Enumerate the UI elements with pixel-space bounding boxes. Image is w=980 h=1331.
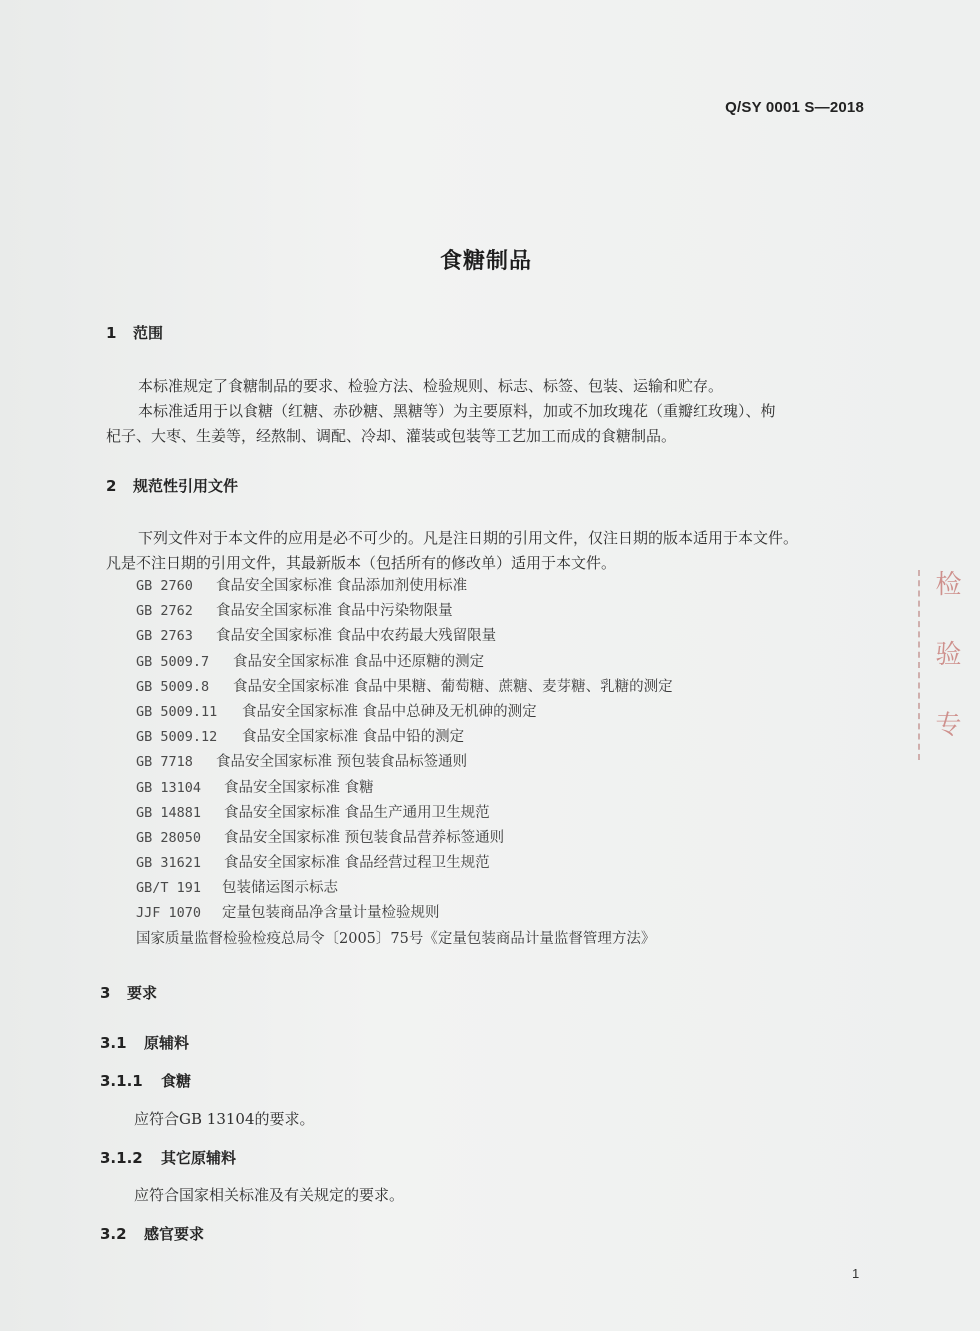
reference-code: GB 2763 [136,628,193,645]
normative-references-intro-line-1: 下列文件对于本文件的应用是必不可少的。凡是注日期的引用文件，仅注日期的版本适用于本文件。 [138,529,799,547]
reference-item [136,624,673,649]
reference-title: 食品安全国家标准 食糖 [224,779,374,796]
reference-item [136,776,673,801]
section-title: 感官要求 [144,1225,205,1243]
section-title: 要求 [127,984,158,1002]
reference-code: JJF 1070 [136,905,202,922]
reference-title: 食品安全国家标准 食品中污染物限量 [216,603,453,620]
section-title: 其它原辅料 [161,1149,237,1167]
reference-code: GB 31621 [136,855,202,872]
reference-title: 食品安全国家标准 食品中总砷及无机砷的测定 [242,703,537,720]
reference-code: GB 2760 [136,578,193,594]
section-number: 3.1.2 [100,1149,143,1167]
section-3-1-2-heading [100,1147,236,1168]
section-number: 1 [106,324,117,342]
reference-title: 定量包装商品净含量计量检验规则 [222,905,440,922]
reference-item [136,876,673,901]
section-number: 3 [100,984,111,1002]
reference-title: 食品安全国家标准 预包装食品标签通则 [216,754,468,771]
section-title: 范围 [133,324,164,342]
reference-title: 食品安全国家标准 食品中铅的测定 [242,729,465,746]
seal-text: 检 验 专 [931,570,961,755]
section-2-heading [106,475,238,496]
reference-item [136,901,673,926]
normative-references-intro-line-2: 凡是不注日期的引用文件，其最新版本（包括所有的修改单）适用于本文件。 [106,554,617,572]
reference-code: GB 5009.8 [136,678,210,695]
reference-item [136,826,673,851]
reference-code: GB/T 191 [136,880,202,897]
reference-code: GB 7718 [136,754,193,771]
reference-item [136,675,673,700]
page-number: 1 [852,1266,860,1281]
section-title: 原辅料 [144,1034,190,1052]
reference-item [136,574,673,599]
section-title: 食糖 [161,1072,192,1090]
reference-title: 国家质量监督检验检疫总局令〔2005〕75号《定量包装商品计量监督管理方法》 [136,930,656,947]
reference-item [136,927,673,952]
section-3-1-2-text: 应符合国家相关标准及有关规定的要求。 [134,1186,405,1204]
document-title: 食糖制品 [439,249,532,274]
reference-item [136,801,673,826]
reference-title: 食品安全国家标准 食品添加剂使用标准 [216,578,468,594]
scope-paragraph-2-line-2: 杞子、大枣、生姜等，经熬制、调配、冷却、灌装或包装等工艺加工而成的食糖制品。 [106,427,677,445]
section-3-1-1-text: 应符合GB 13104的要求。 [134,1110,315,1128]
reference-code: GB 28050 [136,829,202,846]
section-number: 3.1.1 [100,1072,143,1090]
reference-title: 食品安全国家标准 预包装食品营养标签通则 [224,829,505,846]
inspection-seal-stamp [918,570,980,760]
reference-title: 食品安全国家标准 食品中农药最大残留限量 [216,628,497,645]
reference-title: 食品安全国家标准 食品中果糖、葡萄糖、蔗糖、麦芽糖、乳糖的测定 [233,678,673,695]
reference-title: 食品安全国家标准 食品生产通用卫生规范 [224,804,490,821]
reference-code: GB 5009.12 [136,729,218,746]
section-number: 3.1 [100,1034,127,1052]
reference-item [136,851,673,876]
section-3-1-heading [100,1032,189,1053]
reference-code: GB 5009.7 [136,653,210,670]
reference-item [136,750,673,775]
reference-item [136,599,673,624]
section-number: 2 [106,477,117,495]
reference-title: 食品安全国家标准 食品经营过程卫生规范 [224,855,490,872]
scope-paragraph-2-line-1: 本标准适用于以食糖（红糖、赤砂糖、黑糖等）为主要原料，加或不加玫瑰花（重瓣红玫瑰）、枸 [138,402,776,420]
reference-title: 食品安全国家标准 食品中还原糖的测定 [233,653,485,670]
reference-title: 包装储运图示标志 [222,880,338,897]
reference-item [136,700,673,725]
scope-paragraph-1: 本标准规定了食糖制品的要求、检验方法、检验规则、标志、标签、包装、运输和贮存。 [138,377,724,395]
reference-code: GB 13104 [136,779,202,796]
section-3-1-1-heading [100,1070,191,1091]
document-number: Q/SY 0001 S—2018 [725,99,864,116]
section-title: 规范性引用文件 [133,477,239,495]
reference-list [136,574,673,952]
section-number: 3.2 [100,1225,127,1243]
section-3-heading [100,982,157,1003]
reference-code: GB 2762 [136,603,193,620]
reference-item [136,725,673,750]
reference-item [136,650,673,675]
section-1-heading [106,322,163,343]
reference-code: GB 5009.11 [136,703,218,720]
section-3-2-heading [100,1223,204,1244]
reference-code: GB 14881 [136,804,202,821]
